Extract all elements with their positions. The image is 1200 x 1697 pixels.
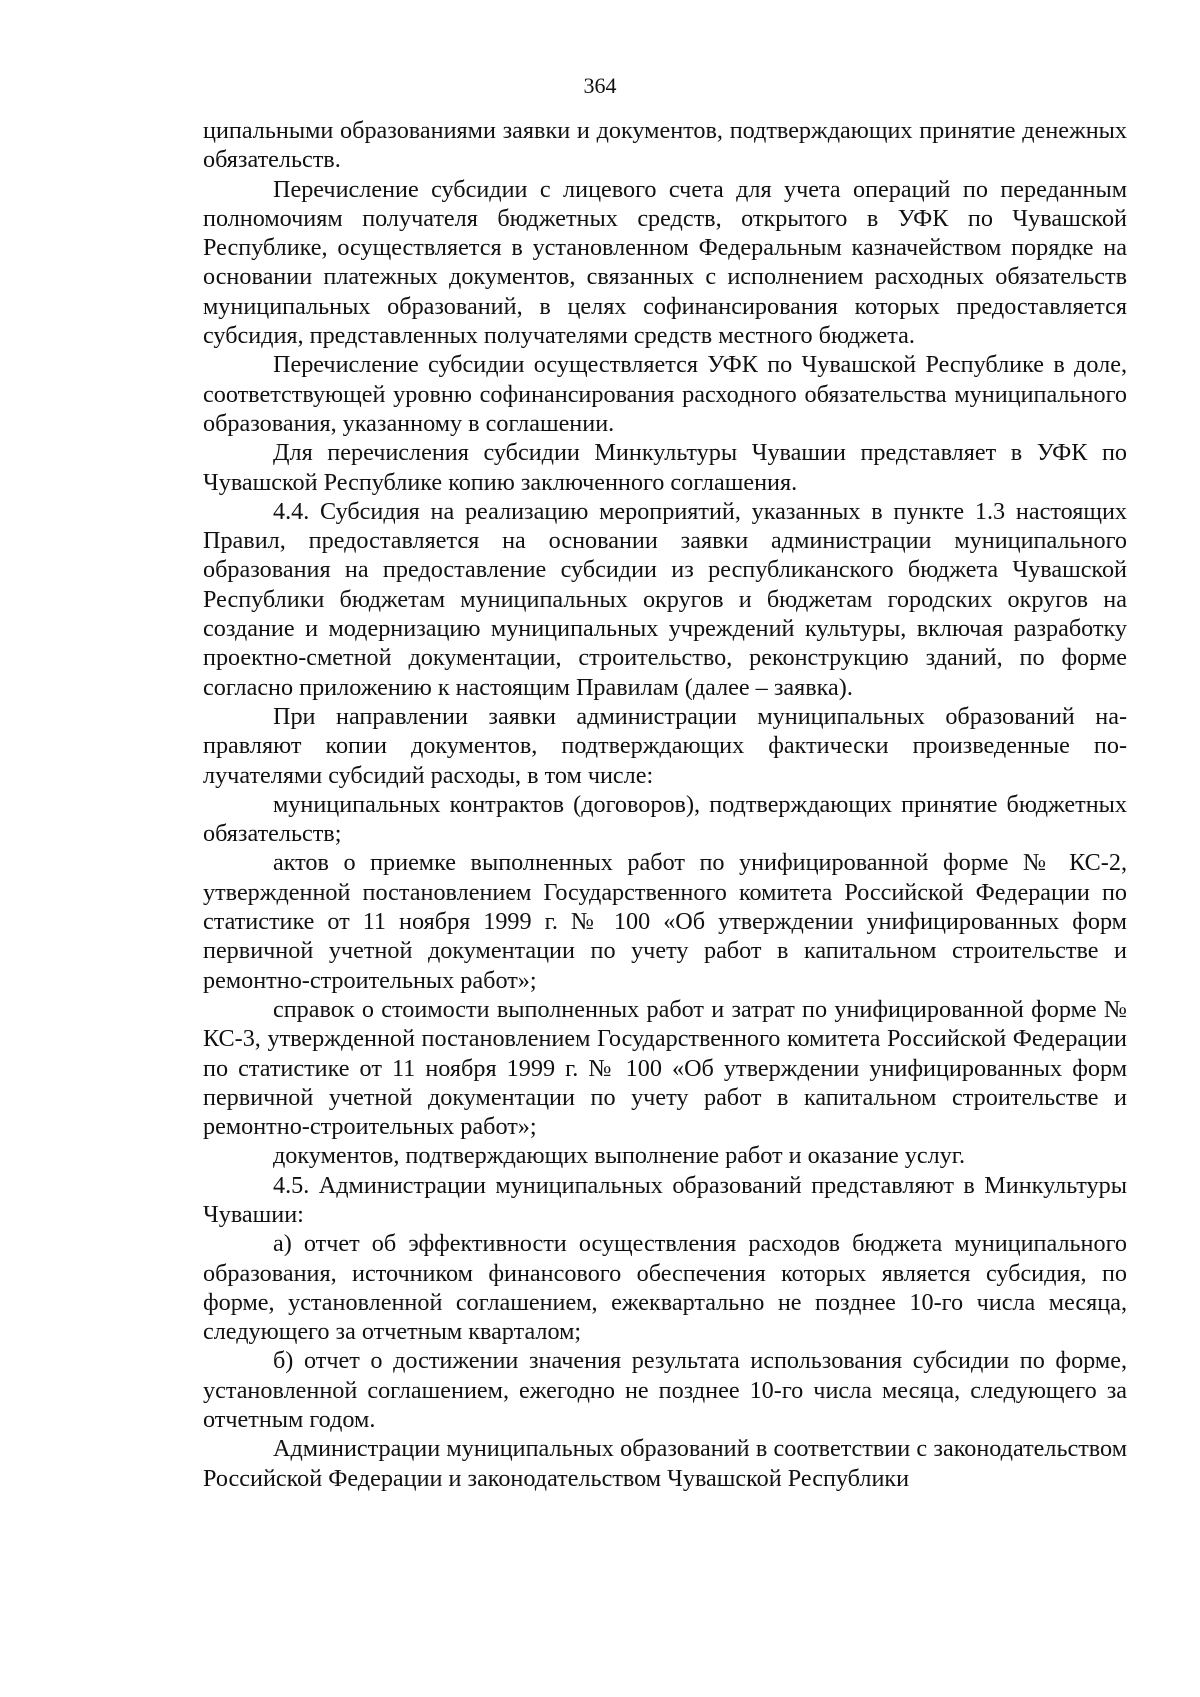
paragraph: Перечисление субсидии осуществляется УФК по Чувашской Республике в доле, соответствующей уровню софинансирования расходного обязательства муниципального образования, указанному в соглашении. [203,351,1127,437]
page-number: 364 [583,73,617,98]
paragraph: документов, подтверждающих выполнение работ и оказание услуг. [273,1142,966,1170]
paragraph: муниципальных контрактов (договоров), подтверждающих принятие бюджетных обязательств; [203,790,1127,848]
paragraph: 4.5. Администрации муниципальных образований представляют в Минкультуры Чувашии: [203,1171,1127,1228]
paragraph: 4.4. Субсидия на реализацию мероприятий, указанных в пункте 1.3 настоящих Правил, предоставляется на основании заявки администрации муниципального образования на предоставление субсидии из республиканского бюджета Чувашской Республики бюджетам муниципальных округов и бюджетам городских округов на создание и модернизацию муниципальных учреждений культуры, включая разработку проектно-сметной документации, строительство, реконструкцию зданий, по форме согласно приложению к настоящим Правилам (далее – заявка). [203,497,1127,701]
paragraph: Администрации муниципальных образований в соответствии с законодательством Российской Федерации и законодательством Чувашской Республики [203,1435,1127,1492]
paragraph: а) отчет об эффективности осуществления расходов бюджета муниципального образования, источником финансового обеспечения которых является субсидия, по форме, установленной соглашением, ежеквартально не позднее 10-го числа месяца, следующего за отчетным кварталом; [203,1230,1127,1346]
paragraph: б) отчет о достижении значения результата использования субсидии по форме, установленной соглашением, ежегодно не позднее 10-го числа месяца, следующего за отчетным годом. [203,1347,1127,1434]
document-body [203,116,1127,1493]
paragraph: ципальными образованиями заявки и документов, подтверждающих принятие денежных обязательств. [203,117,1127,174]
paragraph: Для перечисления субсидии Минкультуры Чувашии представляет в УФК по Чувашской Республике копию заключенного соглашения. [203,439,1127,496]
paragraph: При направлении заявки администрации муниципальных образований направляют копии документов, подтверждающих фактически произведенные получателями субсидий расходы, в том числе: [203,702,1127,789]
paragraph: актов о приемке выполненных работ по унифицированной форме № КС-2, утвержденной постановлением Государственного комитета Российской Федерации по статистике от 11 ноября 1999 г. № 100 «Об утверждении унифицированных форм первичной учетной документации по учету работ в капитальном строительстве и ремонтно-строительных работ»; [203,849,1127,994]
paragraph: Перечисление субсидии с лицевого счета для учета операций по переданным полномочиям получателя бюджетных средств, открытого в УФК по Чувашской Республике, осуществляется в установленном Федеральным казначейством порядке на основании платежных документов, связанных с исполнением расходных обязательств муниципальных образований, в целях софинансирования которых предоставляется субсидия, представленных получателями средств местного бюджета. [203,175,1127,350]
paragraph: справок о стоимости выполненных работ и затрат по унифицированной форме № КС-3, утвержденной постановлением Государственного комитета Российской Федерации по статистике от 11 ноября 1999 г. № 100 «Об утверждении унифицированных форм первичной учетной документации по учету работ в капитальном строительстве и ремонтно-строительных работ»; [203,995,1127,1141]
